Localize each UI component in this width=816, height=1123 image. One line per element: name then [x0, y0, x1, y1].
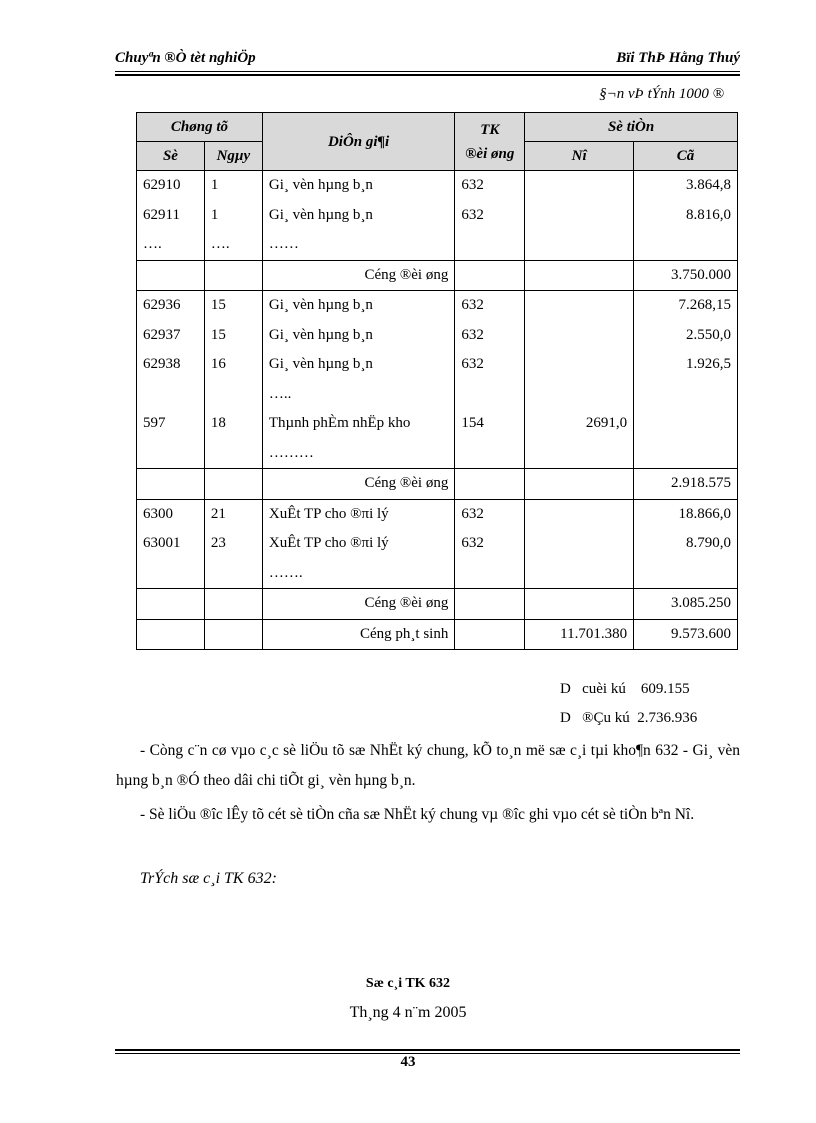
table-row	[137, 171, 738, 201]
cell-desc: Thµnh phÈm nhËp kho	[262, 409, 454, 439]
cell-desc: ………	[262, 439, 454, 469]
cell-co: 2.550,0	[634, 321, 738, 351]
balance-value: 609.155	[640, 681, 690, 697]
paragraph: - Sè liÖu ®îc lÊy tõ cét sè tiÒn cña sæ NhËt ký chung vµ ®îc ghi vµo cét sè tiÒn bªn Nî.	[140, 806, 695, 823]
balance-label: D ®Çu kú	[560, 710, 630, 726]
header-rule	[115, 71, 740, 72]
cell-ngay: 18	[204, 409, 262, 439]
cell-desc: XuÊt TP cho ®πi lý	[262, 499, 454, 529]
table-row	[137, 559, 738, 589]
cell-tk: 632	[455, 201, 525, 231]
cell-tk: 632	[455, 499, 525, 529]
subtotal-label: Céng ®èi øng	[262, 589, 454, 620]
excerpt-label: TrÝch sæ c¸i TK 632:	[140, 870, 277, 887]
page-number: 43	[400, 1054, 416, 1070]
cell-so: 63001	[137, 529, 205, 559]
table-row	[137, 499, 738, 529]
cell-no	[525, 350, 634, 380]
cell-so: 62911	[137, 201, 205, 231]
cell-co: 8.790,0	[634, 529, 738, 559]
cell-tk: 632	[455, 171, 525, 201]
cell-ngay: 21	[204, 499, 262, 529]
cell-so	[137, 439, 205, 469]
balance-label: D cuèi kú	[560, 681, 626, 697]
subtotal-row	[137, 260, 738, 291]
header-dien-giai: DiÔn gi¶i	[262, 113, 454, 171]
cell-co: 18.866,0	[634, 499, 738, 529]
cell-no	[525, 171, 634, 201]
cell-no	[525, 201, 634, 231]
table-row	[137, 201, 738, 231]
opening-balance	[560, 710, 697, 727]
cell-desc: Gi¸ vèn hµng b¸n	[262, 350, 454, 380]
grand-total-label: Céng ph¸t sinh	[262, 619, 454, 650]
cell-so: 597	[137, 409, 205, 439]
cell-tk	[455, 380, 525, 410]
subtotal-co: 3.085.250	[634, 589, 738, 620]
cell-desc: Gi¸ vèn hµng b¸n	[262, 291, 454, 321]
table-row	[137, 230, 738, 260]
header-no: Nî	[525, 142, 634, 171]
subtotal-row	[137, 469, 738, 500]
table-row	[137, 380, 738, 410]
cell-ngay: ….	[204, 230, 262, 260]
subtotal-co: 2.918.575	[634, 469, 738, 500]
table-row	[137, 321, 738, 351]
cell-no: 2691,0	[525, 409, 634, 439]
table-row	[137, 291, 738, 321]
cell-no	[525, 439, 634, 469]
ledger-table	[136, 112, 738, 650]
balance-value: 2.736.936	[637, 710, 698, 726]
cell-desc: Gi¸ vèn hµng b¸n	[262, 321, 454, 351]
header-doi-ung: ®èi øng	[465, 145, 515, 162]
cell-co	[634, 559, 738, 589]
subtotal-row	[137, 589, 738, 620]
header-rule-thick	[115, 74, 740, 76]
cell-co	[634, 230, 738, 260]
grand-total-row	[137, 619, 738, 650]
cell-co: 1.926,5	[634, 350, 738, 380]
cell-co	[634, 380, 738, 410]
cell-no	[525, 321, 634, 351]
cell-ngay	[204, 559, 262, 589]
cell-ngay: 1	[204, 171, 262, 201]
footer-rule-thick	[115, 1049, 740, 1051]
header-ngay: Ngµy	[204, 142, 262, 171]
cell-desc: Gi¸ vèn hµng b¸n	[262, 201, 454, 231]
cell-desc: …..	[262, 380, 454, 410]
header-so-tien: Sè tiÒn	[525, 113, 738, 142]
cell-tk: 632	[455, 321, 525, 351]
header-tk: TK	[480, 121, 500, 138]
grand-total-co: 9.573.600	[634, 619, 738, 650]
cell-no	[525, 380, 634, 410]
cell-tk	[455, 559, 525, 589]
cell-so: 62936	[137, 291, 205, 321]
cell-co	[634, 439, 738, 469]
subtotal-label: Céng ®èi øng	[262, 260, 454, 291]
cell-ngay: 15	[204, 321, 262, 351]
cell-so: 62937	[137, 321, 205, 351]
grand-total-no: 11.701.380	[525, 619, 634, 650]
cell-so	[137, 559, 205, 589]
cell-ngay: 16	[204, 350, 262, 380]
cell-ngay	[204, 380, 262, 410]
cell-no	[525, 230, 634, 260]
subtotal-label: Céng ®èi øng	[262, 469, 454, 500]
cell-tk: 154	[455, 409, 525, 439]
header-chung-tu: Chøng tõ	[137, 113, 263, 142]
cell-co	[634, 409, 738, 439]
cell-no	[525, 499, 634, 529]
page-header	[115, 48, 740, 72]
cell-ngay: 1	[204, 201, 262, 231]
cell-tk: 632	[455, 291, 525, 321]
cell-co: 8.816,0	[634, 201, 738, 231]
cell-tk: 632	[455, 350, 525, 380]
cell-tk	[455, 439, 525, 469]
cell-no	[525, 291, 634, 321]
cell-so: 62938	[137, 350, 205, 380]
cell-no	[525, 529, 634, 559]
table-row	[137, 439, 738, 469]
cell-so	[137, 380, 205, 410]
cell-ngay: 23	[204, 529, 262, 559]
cell-so: ….	[137, 230, 205, 260]
table-row	[137, 350, 738, 380]
cell-co: 7.268,15	[634, 291, 738, 321]
cell-desc: Gi¸ vèn hµng b¸n	[262, 171, 454, 201]
paragraph: - Còng c¨n cø vµo c¸c sè liÖu tõ sæ NhËt ký chung, kÕ to¸n më sæ c¸i tµi kho¶n 632 - Gi¸ vèn hµng b¸n ®Ó theo dâi chi tiÕt gi¸ vèn hµng b¸n.	[116, 742, 740, 789]
cell-so: 6300	[137, 499, 205, 529]
closing-balance	[560, 681, 690, 698]
header-co: Cã	[634, 142, 738, 171]
header-tk-doi-ung	[455, 113, 525, 171]
table-row	[137, 529, 738, 559]
header-title: Chuyªn ®Ò tèt nghiÖp	[115, 50, 256, 66]
header-author: Bïi ThÞ Hằng Thuý	[616, 50, 740, 66]
cell-desc: ……	[262, 230, 454, 260]
cell-desc: XuÊt TP cho ®πi lý	[262, 529, 454, 559]
cell-no	[525, 559, 634, 589]
table-row	[137, 409, 738, 439]
cell-co: 3.864,8	[634, 171, 738, 201]
cell-so: 62910	[137, 171, 205, 201]
subtotal-co: 3.750.000	[634, 260, 738, 291]
ledger-month: Th¸ng 4 n¨m 2005	[349, 1004, 467, 1021]
cell-ngay	[204, 439, 262, 469]
unit-note: §¬n vÞ tÝnh 1000 ®	[599, 86, 724, 102]
cell-ngay: 15	[204, 291, 262, 321]
cell-tk: 632	[455, 529, 525, 559]
header-so: Sè	[137, 142, 205, 171]
ledger-title: Sæ c¸i TK 632	[365, 976, 451, 991]
cell-tk	[455, 230, 525, 260]
cell-desc: …….	[262, 559, 454, 589]
